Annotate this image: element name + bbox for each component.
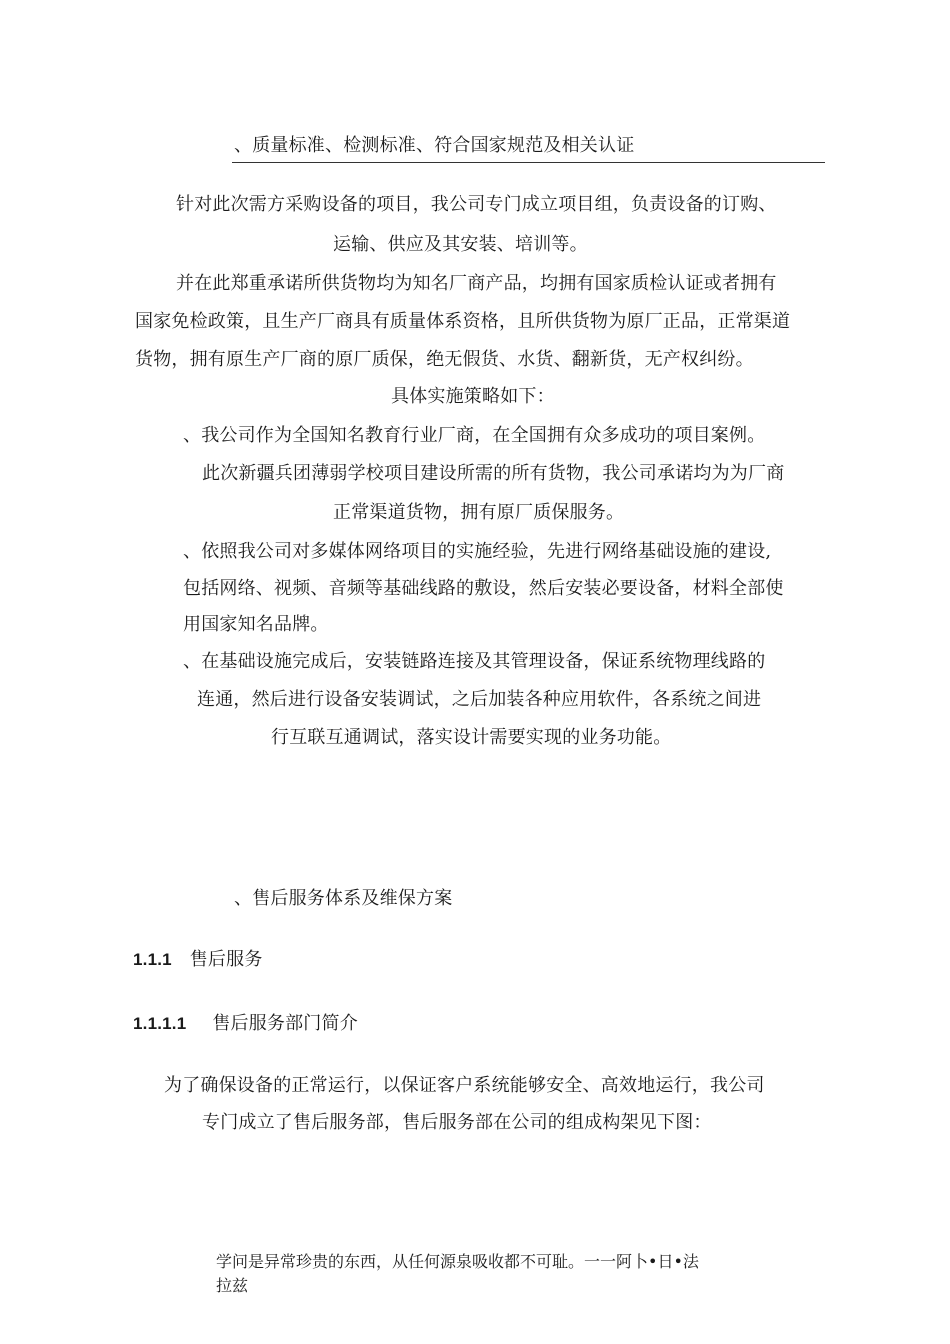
footer-quote-cont: 拉兹 bbox=[216, 1276, 249, 1295]
strategy-item-2-cont: 用国家知名品牌。 bbox=[183, 614, 329, 635]
strategy-item-3-cont: 连通，然后进行设备安装调试，之后加装各种应用软件，各系统之间进 bbox=[197, 689, 762, 710]
strategy-item-1: 、我公司作为全国知名教育行业厂商，在全国拥有众多成功的项目案例。 bbox=[183, 425, 766, 446]
quality-standards-heading: 、质量标准、检测标准、符合国家规范及相关认证 bbox=[234, 135, 635, 156]
footer-quote: 学问是异常珍贵的东西，从任何源泉吸收都不可耻。一一阿卜•日•法 bbox=[216, 1252, 699, 1271]
strategy-item-3-cont: 行互联互通调试，落实设计需要实现的业务功能。 bbox=[271, 727, 672, 748]
paragraph-line: 并在此郑重承诺所供货物均为知名厂商产品，均拥有国家质检认证或者拥有 bbox=[176, 273, 777, 294]
paragraph-line: 运输、供应及其安装、培训等。 bbox=[333, 234, 588, 255]
subheading-number: 1.1.1 bbox=[133, 950, 172, 969]
paragraph-line: 专门成立了售后服务部，售后服务部在公司的组成构架见下图： bbox=[202, 1112, 712, 1133]
strategy-item-1-cont: 正常渠道货物，拥有原厂质保服务。 bbox=[333, 502, 625, 523]
strategy-item-2: 、依照我公司对多媒体网络项目的实施经验，先进行网络基础设施的建设, bbox=[183, 541, 772, 562]
paragraph-line: 针对此次需方采购设备的项目，我公司专门成立项目组，负责设备的订购、 bbox=[176, 194, 777, 215]
strategy-item-2-cont: 包括网络、视频、音频等基础线路的敷设，然后安装必要设备，材料全部使 bbox=[183, 578, 784, 599]
subheading-text: 售后服务部门简介 bbox=[212, 1013, 358, 1034]
subheading-after-sales bbox=[133, 948, 263, 972]
strategy-item-3: 、在基础设施完成后，安装链路连接及其管理设备，保证系统物理线路的 bbox=[183, 651, 766, 672]
paragraph-line: 货物，拥有原生产厂商的原厂质保，绝无假货、水货、翻新货，无产权纠纷。 bbox=[135, 349, 754, 370]
after-sales-heading: 、售后服务体系及维保方案 bbox=[234, 888, 453, 909]
paragraph-line: 国家免检政策，且生产厂商具有质量体系资格，且所供货物为原厂正品，正常渠道 bbox=[135, 311, 791, 332]
subheading-number: 1.1.1.1 bbox=[133, 1014, 187, 1033]
subheading-text: 售后服务 bbox=[189, 949, 263, 970]
heading-underline bbox=[232, 162, 825, 163]
paragraph-line: 为了确保设备的正常运行，以保证客户系统能够安全、高效地运行，我公司 bbox=[164, 1075, 765, 1096]
strategy-item-1-cont: 此次新疆兵团薄弱学校项目建设所需的所有货物，我公司承诺均为为厂商 bbox=[202, 463, 785, 484]
strategy-title: 具体实施策略如下： bbox=[391, 386, 555, 407]
subheading-department-intro bbox=[133, 1012, 358, 1036]
